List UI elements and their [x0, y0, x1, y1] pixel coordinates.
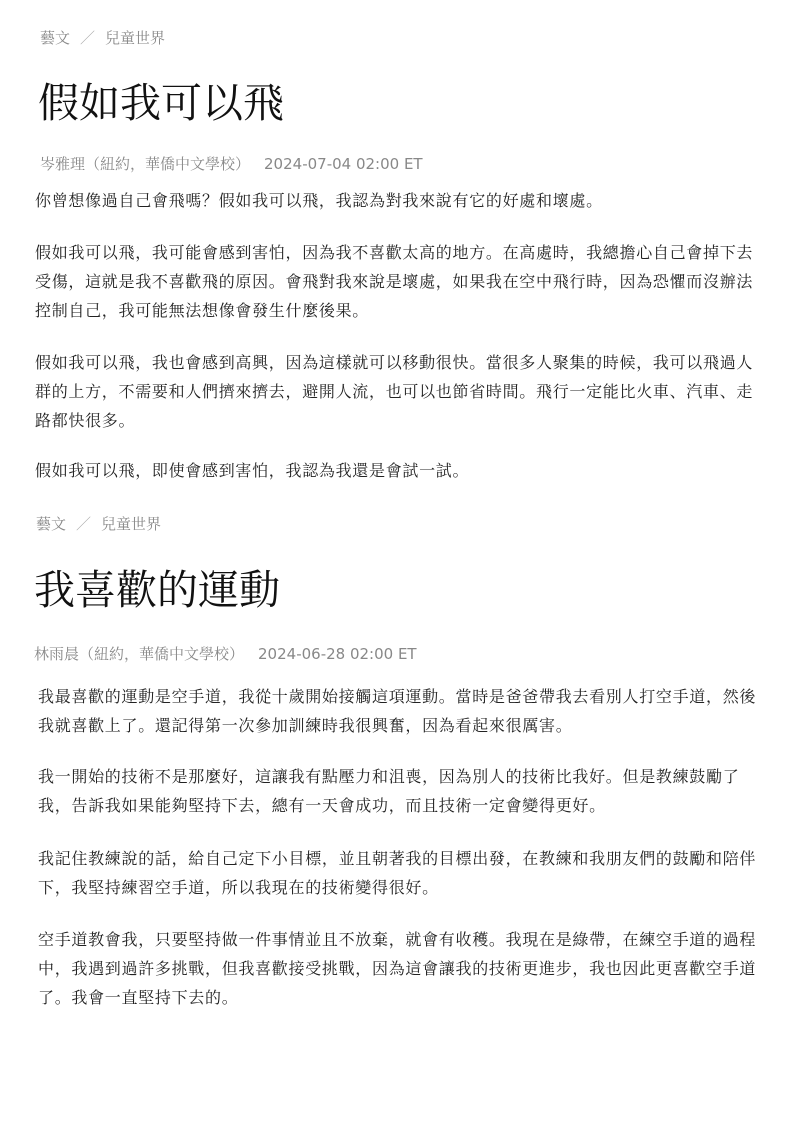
breadcrumb — [40, 28, 165, 48]
publish-date: 2024-07-04 02:00 ET — [264, 155, 423, 173]
breadcrumb-category-link[interactable]: 兒童世界 — [105, 29, 166, 47]
breadcrumb-section-link[interactable]: 藝文 — [36, 515, 67, 533]
article-title[interactable]: 我喜歡的運動 — [34, 566, 280, 614]
article-byline — [40, 154, 423, 174]
breadcrumb-section-link[interactable]: 藝文 — [40, 29, 71, 47]
author-name: 岑雅理（紐約，華僑中文學校） — [40, 155, 251, 173]
article-paragraph: 我最喜歡的運動是空手道，我從十歲開始接觸這項運動。當時是爸爸帶我去看別人打空手道，然後我就喜歡上了。還記得第一次參加訓練時我很興奮，因為看起來很厲害。 — [38, 687, 757, 735]
article-paragraph: 假如我可以飛，我可能會感到害怕，因為我不喜歡太高的地方。在高處時，我總擔心自己會掉下去受傷，這就是我不喜歡飛的原因。會飛對我來說是壞處，如果我在空中飛行時，因為恐懼而沒辦法控制自己，我可能無法想像會發生什麼後果。 — [35, 243, 754, 320]
breadcrumb-category-link[interactable]: 兒童世界 — [101, 515, 162, 533]
breadcrumb-separator: ／ — [80, 29, 96, 47]
article-paragraph: 假如我可以飛，我也會感到高興，因為這樣就可以移動很快。當很多人聚集的時候，我可以飛過人群的上方，不需要和人們擠來擠去，避開人流，也可以也節省時間。飛行一定能比火車、汽車、走路都快很多。 — [35, 353, 754, 430]
breadcrumb-separator: ／ — [76, 515, 92, 533]
author-name: 林雨晨（紐約，華僑中文學校） — [34, 645, 245, 663]
publish-date: 2024-06-28 02:00 ET — [258, 645, 417, 663]
article-paragraph: 假如我可以飛，即使會感到害怕，我認為我還是會試一試。 — [35, 461, 470, 480]
article-paragraph: 我記住教練說的話，給自己定下小目標，並且朝著我的目標出發，在教練和我朋友們的鼓勵和陪伴下，我堅持練習空手道，所以我現在的技術變得很好。 — [38, 849, 757, 897]
breadcrumb — [36, 514, 161, 534]
article-paragraph: 你曾想像過自己會飛嗎？假如我可以飛，我認為對我來說有它的好處和壞處。 — [35, 191, 603, 210]
article-title[interactable]: 假如我可以飛 — [38, 79, 284, 127]
article-paragraph: 空手道教會我，只要堅持做一件事情並且不放棄，就會有收穫。我現在是綠帶，在練空手道的過程中，我遇到過許多挑戰，但我喜歡接受挑戰，因為這會讓我的技術更進步，我也因此更喜歡空手道了。我會一直堅持下去的。 — [38, 930, 757, 1007]
article-byline — [34, 644, 417, 664]
article-paragraph: 我一開始的技術不是那麼好，這讓我有點壓力和沮喪，因為別人的技術比我好。但是教練鼓勵了我，告訴我如果能夠堅持下去，總有一天會成功，而且技術一定會變得更好。 — [38, 767, 740, 815]
